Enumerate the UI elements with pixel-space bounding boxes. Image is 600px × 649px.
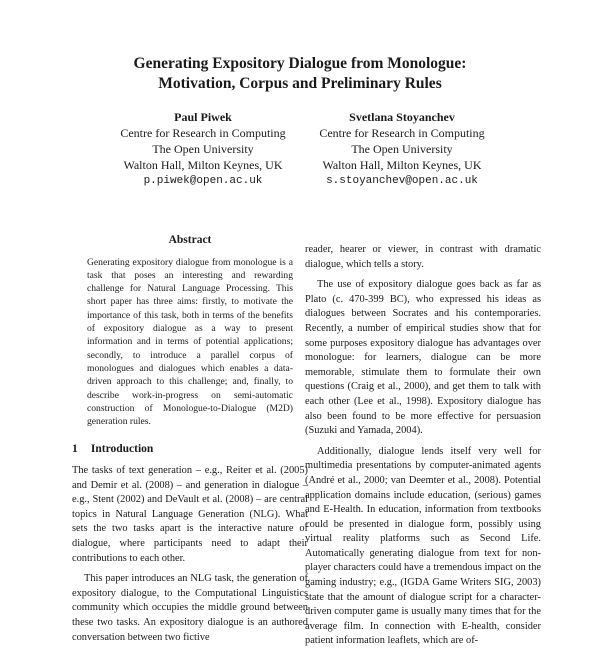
body-paragraph: This paper introduces an NLG task, the generation of expository dialogue, to the Computational Linguistics community which occupies the middle ground between these two tasks. An expository dialogue is an authored conversation between two fictive bbox=[72, 573, 308, 643]
author-affiliation: The Open University bbox=[152, 142, 254, 156]
body-paragraph: reader, hearer or viewer, in contrast with dramatic dialogue, which tells a story. bbox=[305, 244, 541, 270]
abstract-text: Generating expository dialogue from monologue is a task that poses an interesting and rewarding challenge for Natural Language Processing. This short paper has three aims: firstly, to motivate the importance of this task, both in terms of the benefits of expository dialogue as a way to present information and in terms of potential applications; secondly, to introduce a parallel corpus of monologues and dialogues which enables a data-driven approach to this challenge; and, finally, to describe work-in-progress on semi-automatic construction of Monologue-to-Dialogue (M2D) generation rules. bbox=[87, 256, 293, 428]
title-line-1: Generating Expository Dialogue from Monologue: bbox=[133, 55, 467, 72]
author-affiliation: Walton Hall, Milton Keynes, UK bbox=[322, 158, 482, 172]
left-column bbox=[72, 229, 308, 645]
body-paragraph: The use of expository dialogue goes back as far as Plato (c. 470-399 BC), who expressed his ideas as dialogues between Socrates and his contemporaries. Recently, a number of empirical studies show that for some purposes expository dialogue has advantages over monologue: for learners, dialogue can be more memorable, stimulate them to formulate their own questions (Craig et al., 2000), and get them to talk with each other (Lee et al., 1998). Expository dialogue has also been found to be more effective for persuasion (Suzuki and Yamada, 2004). bbox=[305, 279, 541, 437]
author-email: s.stoyanchev@open.ac.uk bbox=[326, 175, 478, 187]
author-name: Svetlana Stoyanchev bbox=[349, 110, 455, 124]
section-title: Introduction bbox=[90, 443, 154, 456]
author-email: p.piwek@open.ac.uk bbox=[143, 175, 263, 187]
paper-title bbox=[0, 54, 600, 94]
author-affiliation: Centre for Research in Computing bbox=[319, 126, 485, 140]
author-affiliation: Walton Hall, Milton Keynes, UK bbox=[123, 158, 283, 172]
abstract-heading: Abstract bbox=[168, 234, 212, 246]
section-number: 1 bbox=[72, 443, 78, 456]
author-affiliation: The Open University bbox=[351, 142, 453, 156]
body-paragraph: The tasks of text generation – e.g., Reiter et al. (2005) and Demir et al. (2008) – and generation in dialogue – e.g., Stent (2002) and DeVault et al. (2008) – are central topics in Natural Language Generation (NLG). What sets the two tasks apart is the interactive nature of dialogue, where participants need to adapt their contributions to each other. bbox=[72, 465, 308, 564]
title-line-2: Motivation, Corpus and Preliminary Rules bbox=[158, 75, 442, 92]
author-name: Paul Piwek bbox=[174, 110, 232, 124]
author-affiliation: Centre for Research in Computing bbox=[120, 126, 286, 140]
author-block-2 bbox=[292, 109, 512, 189]
body-paragraph: Additionally, dialogue lends itself very well for multimedia presentations by computer-animated agents (André et al., 2000; van Deemter et al., 2008). Potential application domains include education, (serious) games and E-Health. In education, information from textbooks could be presented in dialogue form, possibly using virtual reality platforms such as Second Life. Automatically generating dialogue from text for non-player characters could have a tremendous impact on the gaming industry; e.g., (IGDA Game Writers SIG, 2003) state that the amount of dialogue script for a character-driven computer game is usually many times that for the average film. In connection with E-health, consider patient information leaflets, which are of- bbox=[305, 445, 541, 647]
author-block-1 bbox=[93, 109, 313, 189]
section-heading-introduction bbox=[72, 442, 308, 457]
right-column bbox=[305, 243, 541, 649]
